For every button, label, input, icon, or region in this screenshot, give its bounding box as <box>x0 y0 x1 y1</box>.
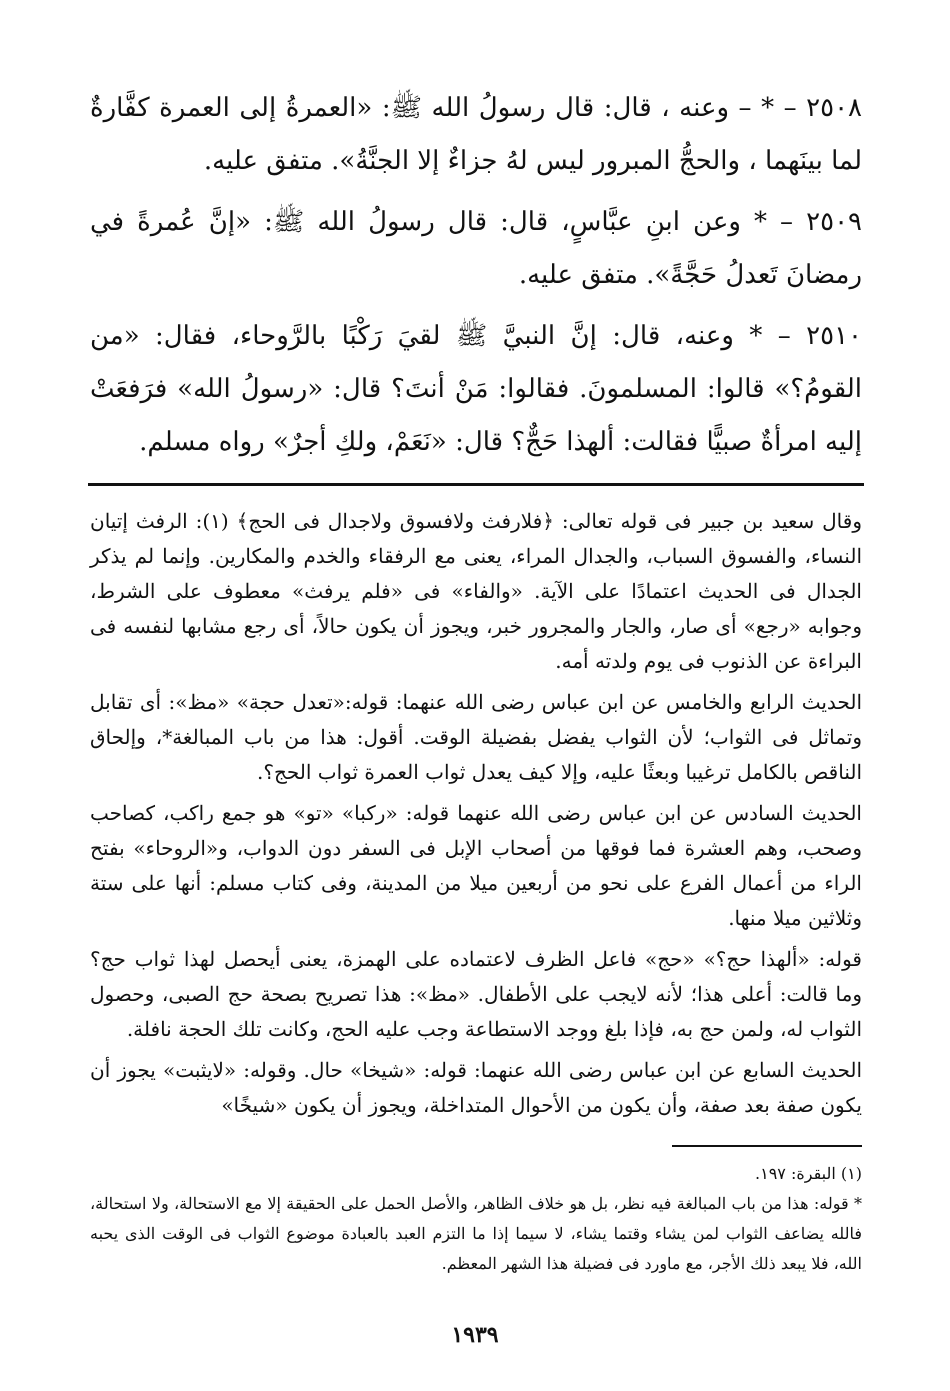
commentary-paragraph: الحديث السادس عن ابن عباس رضى الله عنهما قوله: «ركبا» «تو» هو جمع راكب، كصاحب وصحب، وهم العشرة فما فوقها من أصحاب الإبل فى السفر دون الدواب، و«الروحاء» بفتح الراء من أعمال الفرع على نحو من أربعين ميلا من المدينة، وفى كتاب مسلم: أنها على ستة وثلاثين ميلا منها. <box>90 801 862 930</box>
hadith-2510: ٢٥١٠ – * وعنه، قال: إنَّ النبيَّ ﷺ لقيَ رَكْبًا بالرَّوحاء، فقال: «من القومُ؟» قالوا: المسلمونَ. فقالوا: مَنْ أنتَ؟ قال: «رسولُ الله» فرَفعَتْ إليه امرأةٌ صبيًّا فقالت: ألهذا حَجٌّ؟ قال: «نَعَمْ، ولكِ أجرٌ» رواه مسلم. <box>90 321 862 457</box>
book-page <box>90 82 862 1279</box>
commentary-paragraph: الحديث السابع عن ابن عباس رضى الله عنهما: قوله: «شيخا» حال. وقوله: «لايثبت» يجوز أن يكون صفة بعد صفة، وأن يكون من الأحوال المتداخلة، ويجوز أن يكون «شيخًا» <box>90 1058 862 1117</box>
commentary-section <box>90 504 862 1123</box>
section-divider <box>88 483 864 486</box>
commentary-paragraph: الحديث الرابع والخامس عن ابن عباس رضى الله عنهما: قوله:«تعدل حجة» «مظ»: أى تقابل وتماثل فى الثواب؛ لأن الثواب يفضل بفضيلة الوقت. أقول: هذا من باب المبالغة*، وإلحاق الناقص بالكامل ترغيبا وبعثًا عليه، وإلا كيف يعدل ثواب العمرة ثواب الحج؟. <box>90 690 862 784</box>
commentary-paragraph: وقال سعيد بن جبير فى قوله تعالى: ﴿فلارفث ولافسوق ولاجدال فى الحج﴾ (١): الرفث إتيان النساء، والفسوق السباب، والجدال المراء، يعنى مع الرفقاء والخدم والمكارين. وإنما لم يذكر الجدال فى الحديث اعتمادًا على الآية. «والفاء» فى «فلم يرفث» معطوف على الشرط، وجوابه «رجع» أى صار، والجار والمجرور خبر، ويجوز أن يكون حالاً، أى رجع مشابها لنفسه فى البراءة عن الذنوب فى يوم ولدته أمه. <box>90 509 862 673</box>
footnote-1: (١) البقرة: ١٩٧. <box>755 1164 862 1183</box>
footnote-star: * قوله: هذا من باب المبالغة فيه نظر، بل هو خلاف الظاهر، والأصل الحمل على الحقيقة إلا مع الاستحالة، ولا استحالة، فالله يضاعف الثواب لمن يشاء وقتما يشاء، لا سيما إذا ما التزم العبد بالعبادة موضوع الثواب فى الوقت الذى يحبه الله، فلا يبعد ذلك الأجر، مع ماورد فى فضيلة هذا الشهر المعظم. <box>90 1194 862 1273</box>
hadith-2509: ٢٥٠٩ – * وعن ابنِ عبَّاسٍ، قال: قال رسولُ الله ﷺ: «إنَّ عُمرةً في رمضانَ تَعدلُ حَجَّةً». متفق عليه. <box>90 207 862 290</box>
hadith-section <box>90 82 862 469</box>
hadith-2508: ٢٥٠٨ – * – وعنه ، قال: قال رسولُ الله ﷺ: «العمرةُ إلى العمرة كفَّارةٌ لما بينَهما ، والحجُّ المبرور ليس لهُ جزاءٌ إلا الجنَّةُ». متفق عليه. <box>90 93 862 176</box>
commentary-paragraph: قوله: «ألهذا حج؟» «حج» فاعل الظرف لاعتماده على الهمزة، يعنى أيحصل لهذا ثواب حج؟ وما قالت: أعلى هذا؛ لأنه لايجب على الأطفال. «مظ»: هذا تصريح بصحة حج الصبى، وحصول الثواب له، ولمن حج به، فإذا بلغ ووجد الاستطاعة وجب عليه الحج، وكانت تلك الحجة نافلة. <box>90 947 862 1041</box>
footnote-divider <box>672 1145 862 1147</box>
page-number: ١٩٣٩ <box>451 1322 499 1348</box>
footnotes-section <box>90 1159 862 1279</box>
